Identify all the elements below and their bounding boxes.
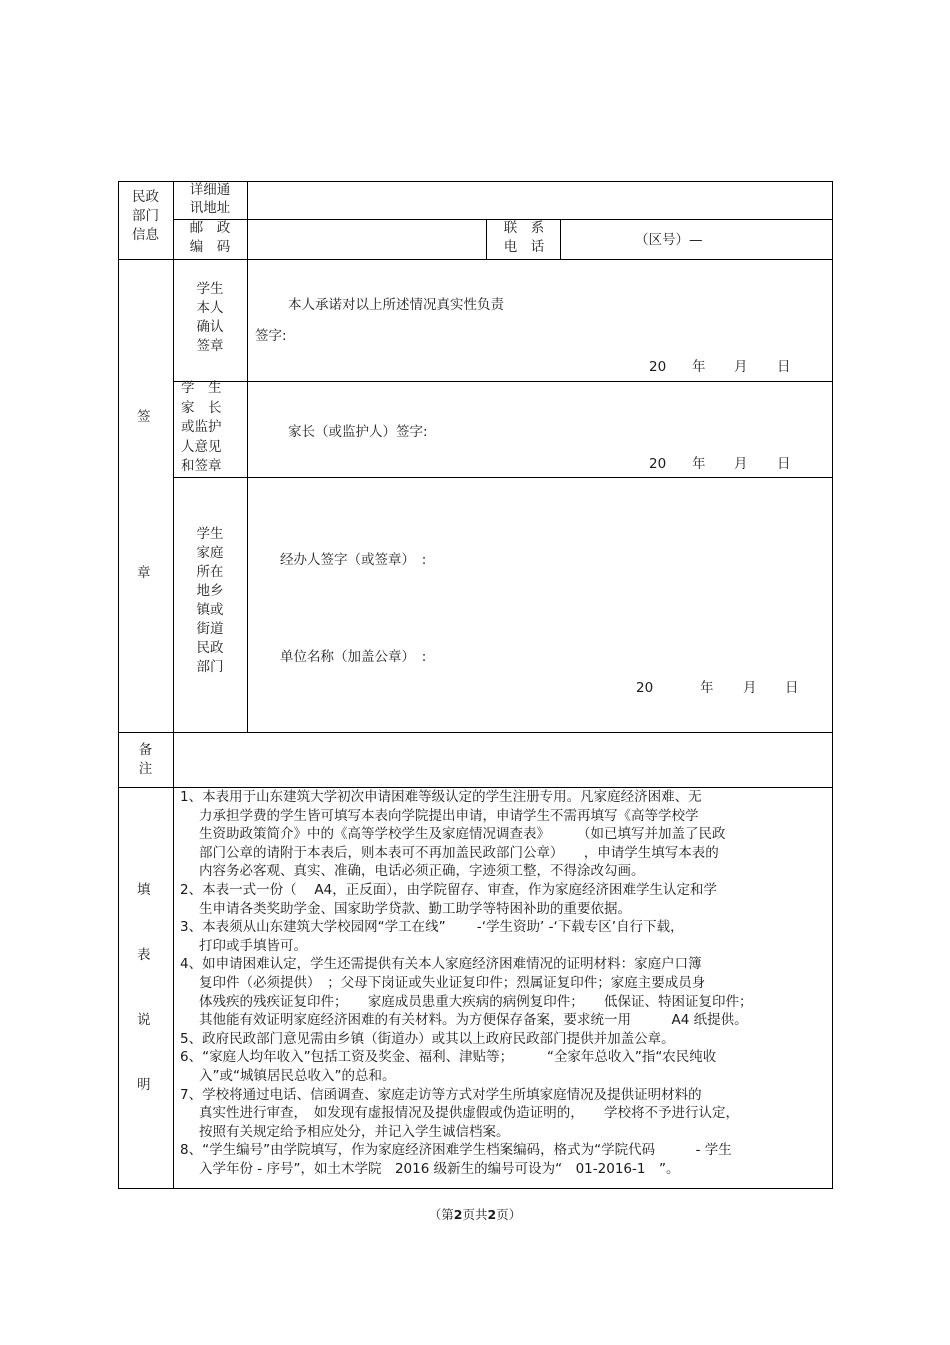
application-form-table — [118, 181, 833, 1189]
instructions-label-char-4: 明 — [137, 1077, 151, 1093]
township-date-year: 20 — [636, 680, 654, 696]
instruction-line: 生资助政策简介》中的《高等学校学生及家庭情况调查表》 （如已填写并加盖了民政 — [199, 826, 726, 843]
instruction-line: 4、如申请困难认定，学生还需提供有关本人家庭经济困难情况的证明材料：家庭户口簿 — [180, 956, 702, 973]
township-date-month-unit: 月 — [743, 680, 757, 696]
handler-signature-label: 经办人签字（或签章） : — [280, 552, 427, 568]
instruction-line: 打印或手填皆可。 — [199, 937, 307, 954]
parent-date-month-unit: 月 — [734, 456, 748, 472]
unit-name-seal-label: 单位名称（加盖公章） : — [280, 649, 427, 665]
instructions-label-char-1: 填 — [137, 882, 151, 898]
instruction-line: 复印件（必须提供） ；父母下岗证或失业证复印件；烈属证复印件；家庭主要成员身 — [199, 974, 706, 991]
address-field[interactable] — [248, 182, 832, 218]
instruction-line: 入”或“城镇居民总收入”的总和。 — [199, 1067, 396, 1084]
instruction-line: 生申请各类奖助学金、国家助学贷款、勤工助学等特困补助的重要依据。 — [199, 900, 631, 917]
remarks-label: 备 注 — [138, 742, 153, 777]
instruction-line: 按照有关规定给予相应处分，并记入学生诚信档案。 — [199, 1123, 510, 1140]
instruction-line: 部门公章的请附于本表后，则本表可不再加盖民政部门公章） ，申请学生填写本表的 — [199, 844, 719, 861]
township-civil-affairs-label: 学生 家庭 所在 地乡 镇或 街道 民政 部门 — [196, 526, 224, 675]
parent-signature-label: 家长（或监护人）签字: — [288, 424, 428, 440]
student-confirm-label: 学生 本人 确认 签章 — [196, 281, 224, 354]
student-signature-label: 签字: — [255, 328, 287, 344]
total-pages-number: 2 — [487, 1207, 497, 1222]
student-pledge-text: 本人承诺对以上所述情况真实性负责 — [288, 297, 504, 313]
instruction-line: 6、“家庭人均年收入”包括工资及奖金、福利、津贴等； “全家年总收入”指“农民纯收 — [180, 1049, 717, 1066]
instruction-line: 8、“学生编号”由学院填写，作为家庭经济困难学生档案编码，格式为“学院代码 - 学生 — [180, 1142, 732, 1159]
instructions-label-char-2: 表 — [137, 947, 151, 963]
instruction-line: 力承担学费的学生皆可填写本表向学院提出申请，申请学生不需再填写《高等学校学 — [199, 807, 699, 824]
student-date-month-unit: 月 — [734, 359, 748, 375]
instruction-line: 内容务必客观、真实、准确，电话必须正确，字迹须工整，不得涂改勾画。 — [199, 863, 645, 880]
instructions-text — [180, 788, 828, 1178]
signature-section-label-top: 签 — [137, 409, 151, 425]
postal-code-field[interactable] — [248, 220, 486, 258]
instruction-line: 7、学校将通过电话、信函调查、家庭走访等方式对学生所填家庭情况及提供证明材料的 — [180, 1086, 702, 1103]
student-date-year: 20 — [649, 359, 667, 375]
remarks-field[interactable] — [174, 733, 832, 787]
instruction-line: 5、政府民政部门意见需由乡镇（街道办）或其以上政府民政部门提供并加盖公章。 — [180, 1030, 675, 1047]
page-footer: （第2页共2页） — [428, 1207, 522, 1222]
phone-label: 联 系 电 话 — [503, 220, 545, 255]
instruction-line: 2、本表一式一份（ A4，正反面），由学院留存、审查，作为家庭经济困难学生认定和学 — [180, 881, 717, 898]
signature-section-label-bottom: 章 — [137, 565, 151, 581]
parent-date-year: 20 — [649, 456, 667, 472]
current-page-number: 2 — [453, 1207, 463, 1222]
parent-date-year-unit: 年 — [692, 456, 706, 472]
parent-date-day-unit: 日 — [777, 456, 791, 472]
address-label: 详细通 讯地址 — [189, 182, 231, 216]
phone-field[interactable]: （区号）— — [635, 232, 703, 248]
instruction-line: 其他能有效证明家庭经济困难的有关材料。为方便保存备案，要求统一用 A4 纸提供。 — [199, 1012, 748, 1029]
student-date-year-unit: 年 — [692, 359, 706, 375]
parent-opinion-label: 学 生 家 长 或监护 人意见 和签章 — [181, 380, 222, 474]
civil-affairs-section-label: 民政 部门 信息 — [132, 189, 159, 243]
township-date-year-unit: 年 — [700, 680, 714, 696]
instruction-line: 体残疾的残疾证复印件； 家庭成员患重大疾病的病例复印件； 低保证、特困证复印件； — [199, 993, 753, 1010]
instruction-line: 1、本表用于山东建筑大学初次申请困难等级认定的学生注册专用。凡家庭经济困难、无 — [180, 789, 702, 805]
instruction-line: 入学年份 - 序号”，如土木学院 2016 级新生的编号可设为“ 01-2016-1 ”。 — [199, 1160, 680, 1177]
instructions-label-char-3: 说 — [137, 1012, 151, 1028]
instruction-line: 真实性进行审查， 如发现有虚报情况及提供虚假或伪造证明的， 学校将不予进行认定， — [199, 1105, 739, 1122]
student-date-day-unit: 日 — [777, 359, 791, 375]
postal-code-label: 邮 政 编 码 — [189, 220, 231, 255]
township-date-day-unit: 日 — [785, 680, 799, 696]
instruction-line: 3、本表须从山东建筑大学校园网“学工在线” -‘学生资助’ -‘下载专区’自行下载， — [180, 919, 684, 936]
